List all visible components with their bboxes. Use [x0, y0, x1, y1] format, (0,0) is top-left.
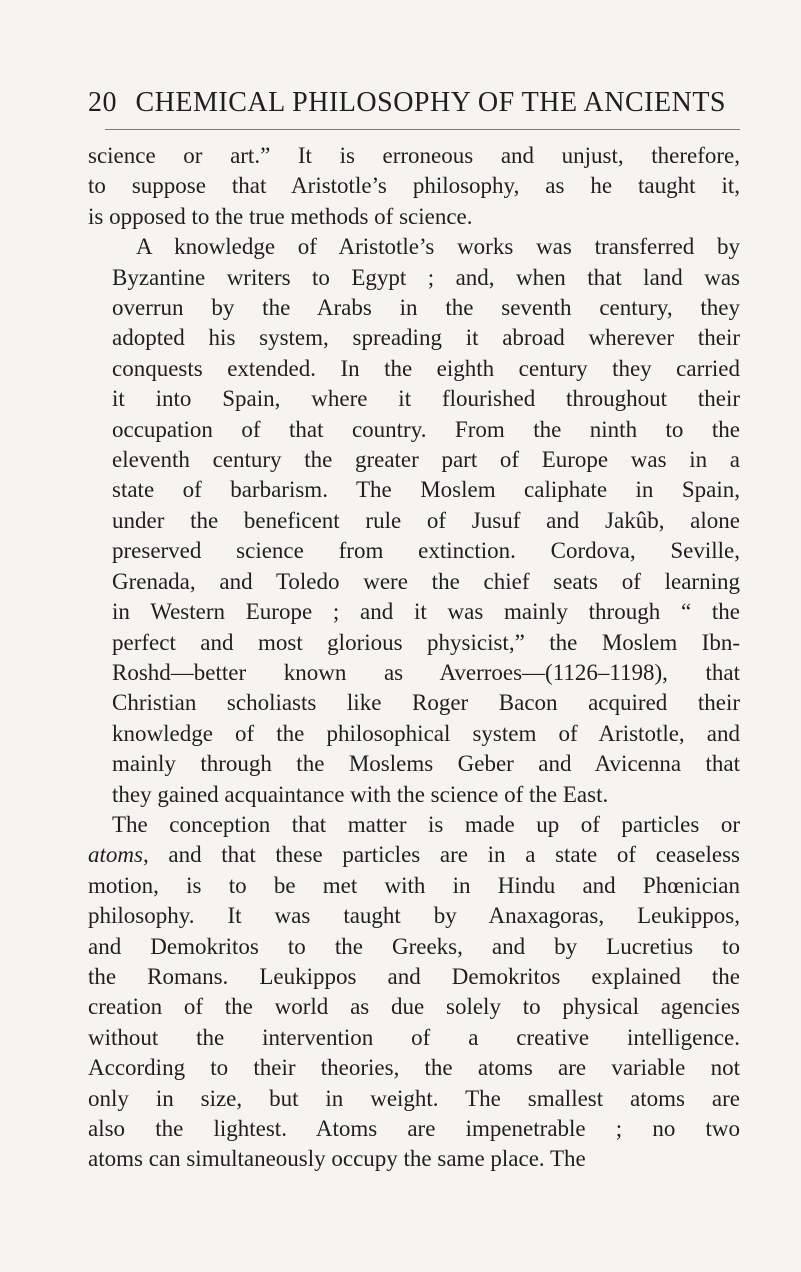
text-line: occupation of that country. From the ninth to the	[112, 416, 740, 442]
paragraph-2	[88, 232, 740, 810]
text-line: only in size, but in weight. The smallest atoms are	[88, 1085, 740, 1111]
text-line: philosophy. It was taught by Anaxagoras, Leukippos,	[88, 903, 740, 929]
paragraph-1	[88, 141, 740, 232]
header-rule	[105, 129, 740, 130]
text-line: science or art.” It is erroneous and unjust, therefore,	[88, 143, 740, 168]
text-line: state of barbarism. The Moslem caliphate in Spain,	[112, 477, 740, 503]
text-line: the Romans. Leukippos and Demokritos explained the	[88, 963, 740, 989]
text-line: Roshd—better known as Averroes—(1126–1198), that	[112, 659, 740, 685]
text-line: to suppose that Aristotle’s philosophy, as he taught it,	[88, 173, 740, 199]
body-text	[88, 141, 740, 1175]
text-line-with-italic	[88, 840, 740, 870]
text-line: without the intervention of a creative intelligence.	[88, 1024, 740, 1050]
text-line: Byzantine writers to Egypt ; and, when that land was	[112, 264, 740, 290]
text-line: knowledge of the philosophical system of Aristotle, and	[112, 720, 740, 746]
text-line: atoms can simultaneously occupy the same place. The	[88, 1146, 586, 1172]
text-line: Christian scholiasts like Roger Bacon acquired their	[112, 690, 740, 716]
text-line: they gained acquaintance with the science of the East.	[112, 781, 609, 807]
text-line: under the beneficent rule of Jusuf and Jakûb, alone	[112, 507, 740, 533]
text-line: creation of the world as due solely to physical agencies	[88, 994, 740, 1020]
text-line: The conception that matter is made up of particles or	[112, 811, 740, 837]
text-line: motion, is to be met with in Hindu and Phœnician	[88, 872, 740, 898]
text-line: adopted his system, spreading it abroad wherever their	[112, 325, 740, 351]
text-line: conquests extended. In the eighth century they carried	[112, 355, 740, 381]
page-number: 20	[88, 87, 117, 118]
text-line: mainly through the Moslems Geber and Avicenna that	[112, 751, 740, 777]
text-line: perfect and most glorious physicist,” the Moslem Ibn-	[112, 629, 740, 655]
text-line: Grenada, and Toledo were the chief seats of learning	[112, 568, 740, 594]
text-line: overrun by the Arabs in the seventh century, they	[112, 295, 740, 321]
text-line: is opposed to the true methods of science.	[88, 203, 473, 229]
text-line: eleventh century the greater part of Europe was in a	[112, 447, 740, 473]
text-line: in Western Europe ; and it was mainly through “ the	[112, 599, 740, 625]
text-fragment: , and that these particles are in a state of ceaseless	[142, 842, 740, 868]
text-line: it into Spain, where it flourished throughout their	[112, 386, 740, 412]
text-line: also the lightest. Atoms are impenetrable ; no two	[88, 1116, 740, 1141]
text-line: and Demokritos to the Greeks, and by Lucretius to	[88, 933, 740, 959]
paragraph-3	[88, 810, 740, 1175]
italic-term: atoms	[88, 842, 143, 868]
running-header	[88, 86, 738, 120]
text-line: According to their theories, the atoms are variable not	[88, 1055, 740, 1081]
running-title: CHEMICAL PHILOSOPHY OF THE ANCIENTS	[135, 87, 727, 118]
text-line: preserved science from extinction. Cordova, Seville,	[112, 538, 740, 564]
text-line: A knowledge of Aristotle’s works was transferred by	[136, 234, 740, 260]
